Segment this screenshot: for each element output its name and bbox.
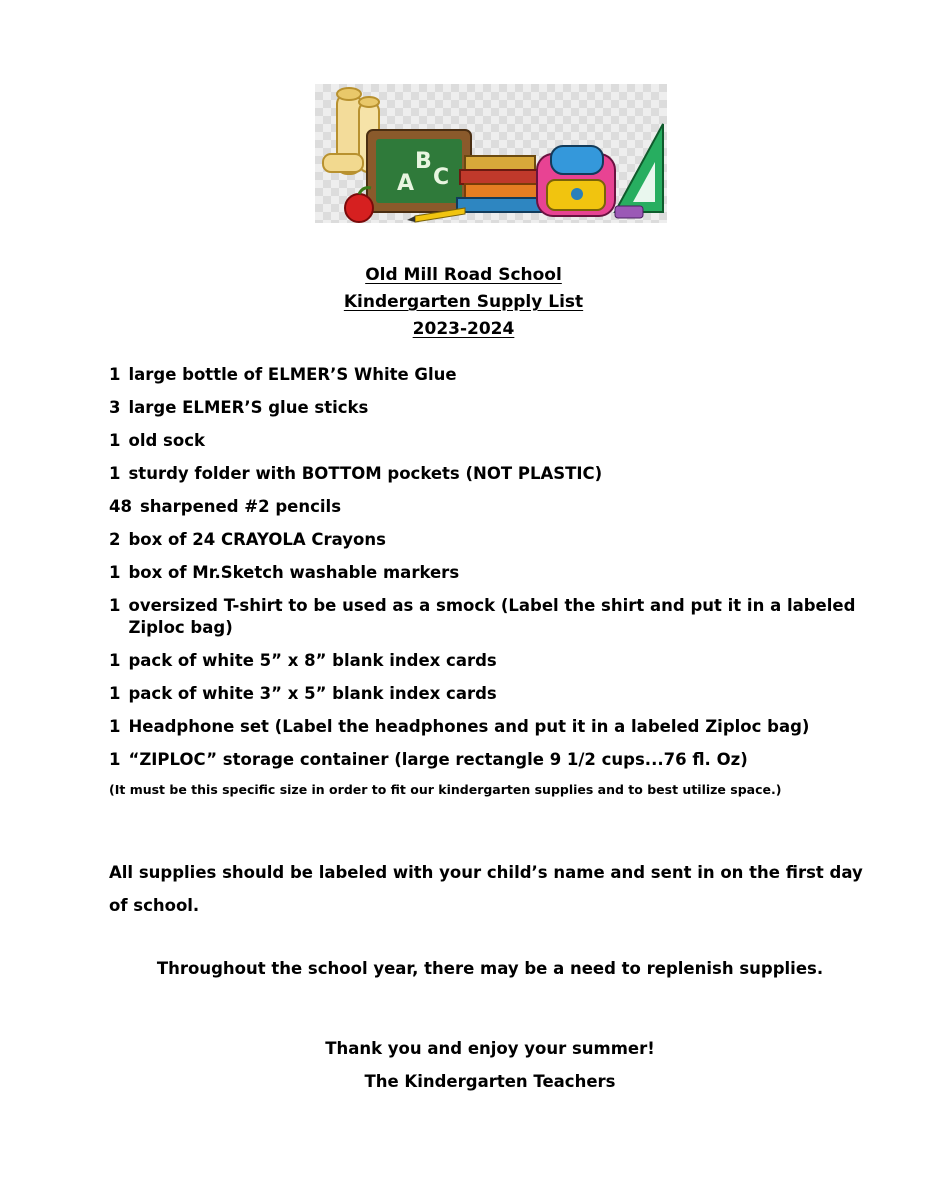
supply-item — [109, 716, 869, 738]
item-quantity: 1 — [109, 684, 121, 703]
chalk-letter-b: B — [415, 149, 432, 174]
container-size-note: (It must be this specific size in order to fit our kindergarten supplies and to best utilize space.) — [109, 782, 782, 797]
item-quantity: 1 — [109, 563, 121, 582]
item-description: box of 24 CRAYOLA Crayons — [128, 530, 386, 549]
supply-item — [109, 749, 869, 771]
closing-thanks: Thank you and enjoy your summer! — [325, 1039, 655, 1058]
supply-item — [109, 650, 869, 672]
item-description: large ELMER’S glue sticks — [128, 398, 369, 417]
item-quantity: 3 — [109, 398, 121, 417]
supply-item — [109, 430, 869, 452]
supply-item — [109, 364, 869, 386]
apple-icon — [345, 194, 373, 222]
item-description: sturdy folder with BOTTOM pockets (NOT PLASTIC) — [128, 464, 603, 483]
item-description: Headphone set (Label the headphones and put it in a labeled Ziploc bag) — [128, 717, 810, 736]
item-quantity: 1 — [109, 431, 121, 450]
chalk-letter-a: A — [397, 171, 415, 196]
item-description: oversized T-shirt to be used as a smock (Label the shirt and put it in a labeled Ziploc bag) — [128, 596, 856, 637]
item-description: box of Mr.Sketch washable markers — [128, 563, 460, 582]
school-year: 2023-2024 — [412, 319, 515, 339]
item-quantity: 1 — [109, 365, 121, 384]
item-quantity: 48 — [109, 497, 132, 516]
books-icon — [465, 156, 535, 170]
item-description: large bottle of ELMER’S White Glue — [128, 365, 457, 384]
item-description: old sock — [128, 431, 205, 450]
eraser-icon — [615, 206, 643, 218]
chalk-letter-c: C — [433, 165, 450, 190]
item-description: pack of white 3” x 5” blank index cards — [128, 684, 497, 703]
item-quantity: 1 — [109, 651, 121, 670]
item-description: sharpened #2 pencils — [139, 497, 342, 516]
item-quantity: 1 — [109, 464, 121, 483]
supply-item — [109, 529, 869, 551]
item-quantity: 1 — [109, 596, 121, 615]
item-description: “ZIPLOC” storage container (large rectangle 9 1/2 cups...76 fl. Oz) — [128, 750, 748, 769]
item-quantity: 1 — [109, 717, 121, 736]
document-header — [0, 262, 927, 343]
supply-item — [109, 496, 869, 518]
replenish-notice: Throughout the school year, there may be a need to replenish supplies. — [156, 959, 824, 978]
supply-item — [109, 463, 869, 485]
supply-item — [109, 562, 869, 584]
school-supplies-clipart — [315, 84, 667, 223]
supply-item — [109, 397, 869, 419]
list-title: Kindergarten Supply List — [343, 292, 584, 312]
school-name: Old Mill Road School — [365, 265, 562, 285]
closing-signature: The Kindergarten Teachers — [364, 1072, 616, 1091]
item-quantity: 2 — [109, 530, 121, 549]
supply-list — [109, 364, 869, 782]
supply-item — [109, 595, 869, 639]
item-quantity: 1 — [109, 750, 121, 769]
labeling-instructions: All supplies should be labeled with your child’s name and sent in on the first day of school. — [109, 863, 863, 915]
item-description: pack of white 5” x 8” blank index cards — [128, 651, 497, 670]
supply-item — [109, 683, 869, 705]
